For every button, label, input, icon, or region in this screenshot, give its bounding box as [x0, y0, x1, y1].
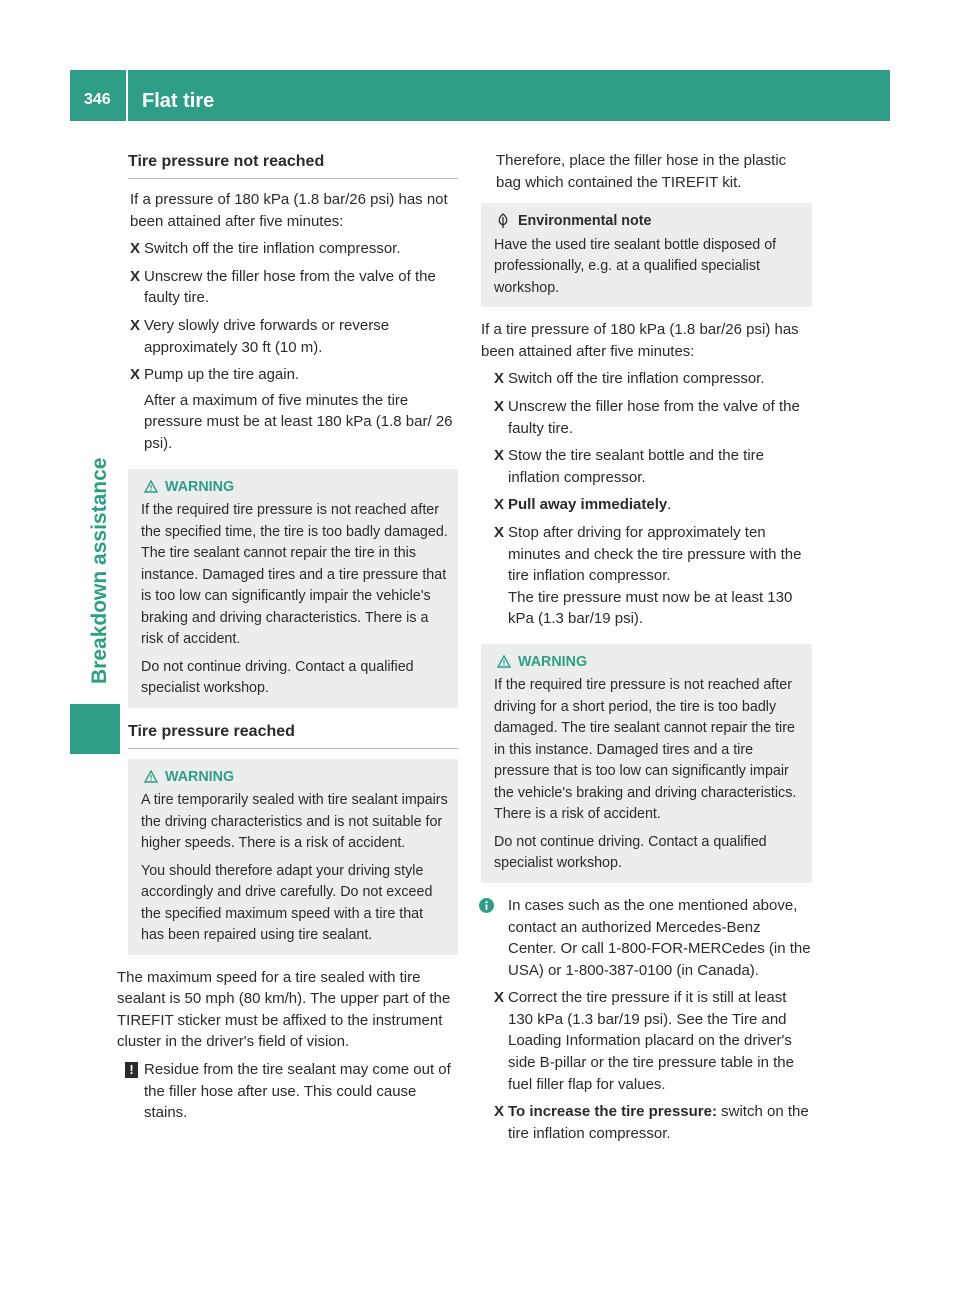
section-heading-not-reached: Tire pressure not reached [128, 153, 325, 170]
side-tab-marker [70, 704, 120, 754]
step-item [117, 238, 458, 260]
step-text-bold: Pull away immediately [508, 496, 668, 514]
header-separator [126, 70, 128, 121]
step-marker: X [494, 496, 505, 514]
step-marker: X [494, 447, 505, 465]
step-item [481, 1101, 812, 1144]
step-marker: X [494, 523, 505, 541]
step-item [117, 315, 458, 358]
step-item: X Pull away immediately. [481, 494, 812, 516]
side-tab-label: Breakdown assistance [88, 457, 111, 684]
step-item [481, 368, 812, 390]
step-text: Stop after driving for approximately ten minutes and check the tire pressure with the tire inflation compressor. [508, 523, 802, 585]
step-marker: X [130, 366, 141, 384]
step-marker: X [494, 397, 505, 415]
left-column [117, 150, 458, 1130]
step-text: Switch off the tire inflation compressor. [144, 240, 401, 258]
warning-text: If the required tire pressure is not reached after the specified time, the tire is too badly damaged. The tire sealant cannot repair the tire in this instance. Damaged tires and a tire pressure that is too low can significantly impair the vehicle's braking and driving characteristics. There is a risk of accident. [141, 502, 448, 648]
warning-title: WARNING [141, 767, 450, 789]
continued-text: Therefore, place the filler hose in the plastic bag which contained the TIREFIT kit. [496, 152, 787, 191]
warning-title: WARNING [494, 652, 804, 674]
right-column [481, 150, 812, 1150]
step-text: Switch off the tire inflation compressor. [508, 370, 765, 388]
step-result: The tire pressure must now be at least 130 kPa (1.3 bar/19 psi). [508, 588, 793, 628]
step-marker: X [494, 989, 505, 1007]
intro-paragraph: If a pressure of 180 kPa (1.8 bar/26 psi) has not been attained after five minutes: [130, 191, 448, 230]
step-text: Very slowly drive forwards or reverse approximately 30 ft (10 m). [144, 316, 390, 356]
warning-box [128, 759, 458, 955]
warning-text: If the required tire pressure is not reached after driving for a short period, the tire is too badly damaged. The tire sealant cannot repair the tire in this instance. Damaged tires and a tire pressure that is too low can significantly impair the vehicle's braking and driving characteristics. There is a risk of accident. [494, 677, 797, 823]
info-icon [479, 898, 494, 913]
step-item [481, 987, 812, 1095]
warning-text: You should therefore adapt your driving style accordingly and drive carefully. Do not exceed the specified maximum speed with a tire that has been repaired using tire sealant. [141, 862, 433, 944]
step-text: Unscrew the filler hose from the valve of the faulty tire. [144, 267, 436, 307]
warning-text: A tire temporarily sealed with tire sealant impairs the driving characteristics and is not suitable for higher speeds. There is a risk of accident. [141, 792, 448, 852]
page-number: 346 [84, 91, 111, 108]
step-marker: X [494, 1103, 505, 1121]
step-item [481, 445, 812, 488]
warning-box [481, 644, 812, 883]
warning-triangle-icon [497, 655, 511, 668]
environmental-note-title: Environmental note [494, 211, 804, 233]
step-text: Pump up the tire again. [144, 366, 300, 384]
step-item [481, 396, 812, 439]
step-item [481, 522, 812, 587]
caution-text: Residue from the tire sealant may come out of the filler hose after use. This could cause stains. [144, 1060, 451, 1122]
caution-icon: ! [125, 1062, 138, 1078]
step-text: Stow the tire sealant bottle and the tire inflation compressor. [508, 447, 764, 486]
section-heading-reached: Tire pressure reached [128, 722, 295, 740]
step-item [117, 266, 458, 309]
step-text: Correct the tire pressure if it is still at least 130 kPa (1.3 bar/19 psi). See the Tire and Loading Information placard on the driver's side B-pillar or the tire pressure table in the fuel filler flap for values. [508, 989, 794, 1093]
step-marker: X [130, 240, 141, 258]
heading-rule [128, 178, 458, 179]
step-text: Unscrew the filler hose from the valve of the faulty tire. [508, 397, 800, 437]
step-text-bold: To increase the tire pressure: [508, 1103, 717, 1121]
step-marker: X [130, 267, 141, 285]
warning-box [128, 469, 458, 708]
step-result: After a maximum of five minutes the tire pressure must be at least 180 kPa (1.8 bar/ 26 psi). [144, 391, 453, 452]
warning-text: Do not continue driving. Contact a qualified specialist workshop. [141, 658, 414, 697]
page-title: Flat tire [142, 90, 215, 112]
intro-paragraph: If a tire pressure of 180 kPa (1.8 bar/26 psi) has been attained after five minutes: [481, 321, 799, 360]
heading-rule [128, 748, 458, 749]
step-marker: X [130, 316, 141, 334]
leaf-icon [497, 213, 509, 229]
caution-note [117, 1059, 458, 1124]
warning-text: Do not continue driving. Contact a qualified specialist workshop. [494, 833, 767, 872]
info-text: In cases such as the one mentioned above, contact an authorized Mercedes-Benz Center. Or call 1-800-FOR-MERCedes (in the USA) or 1-800-387-0100 (in Canada). [508, 896, 811, 979]
warning-title: WARNING [141, 477, 450, 499]
info-note [481, 895, 812, 981]
max-speed-paragraph: The maximum speed for a tire sealed with tire sealant is 50 mph (80 km/h). The upper part of the TIREFIT sticker must be affixed to the instrument cluster in the driver's field of vision. [117, 968, 451, 1051]
step-item [117, 364, 458, 386]
environmental-note-text: Have the used tire sealant bottle disposed of professionally, e.g. at a qualified specialist workshop. [494, 236, 777, 296]
step-text: switch on the tire inflation compressor. [508, 1103, 809, 1142]
step-marker: X [494, 370, 505, 388]
warning-triangle-icon [144, 770, 158, 783]
warning-triangle-icon [144, 480, 158, 493]
environmental-note-box [481, 203, 812, 307]
